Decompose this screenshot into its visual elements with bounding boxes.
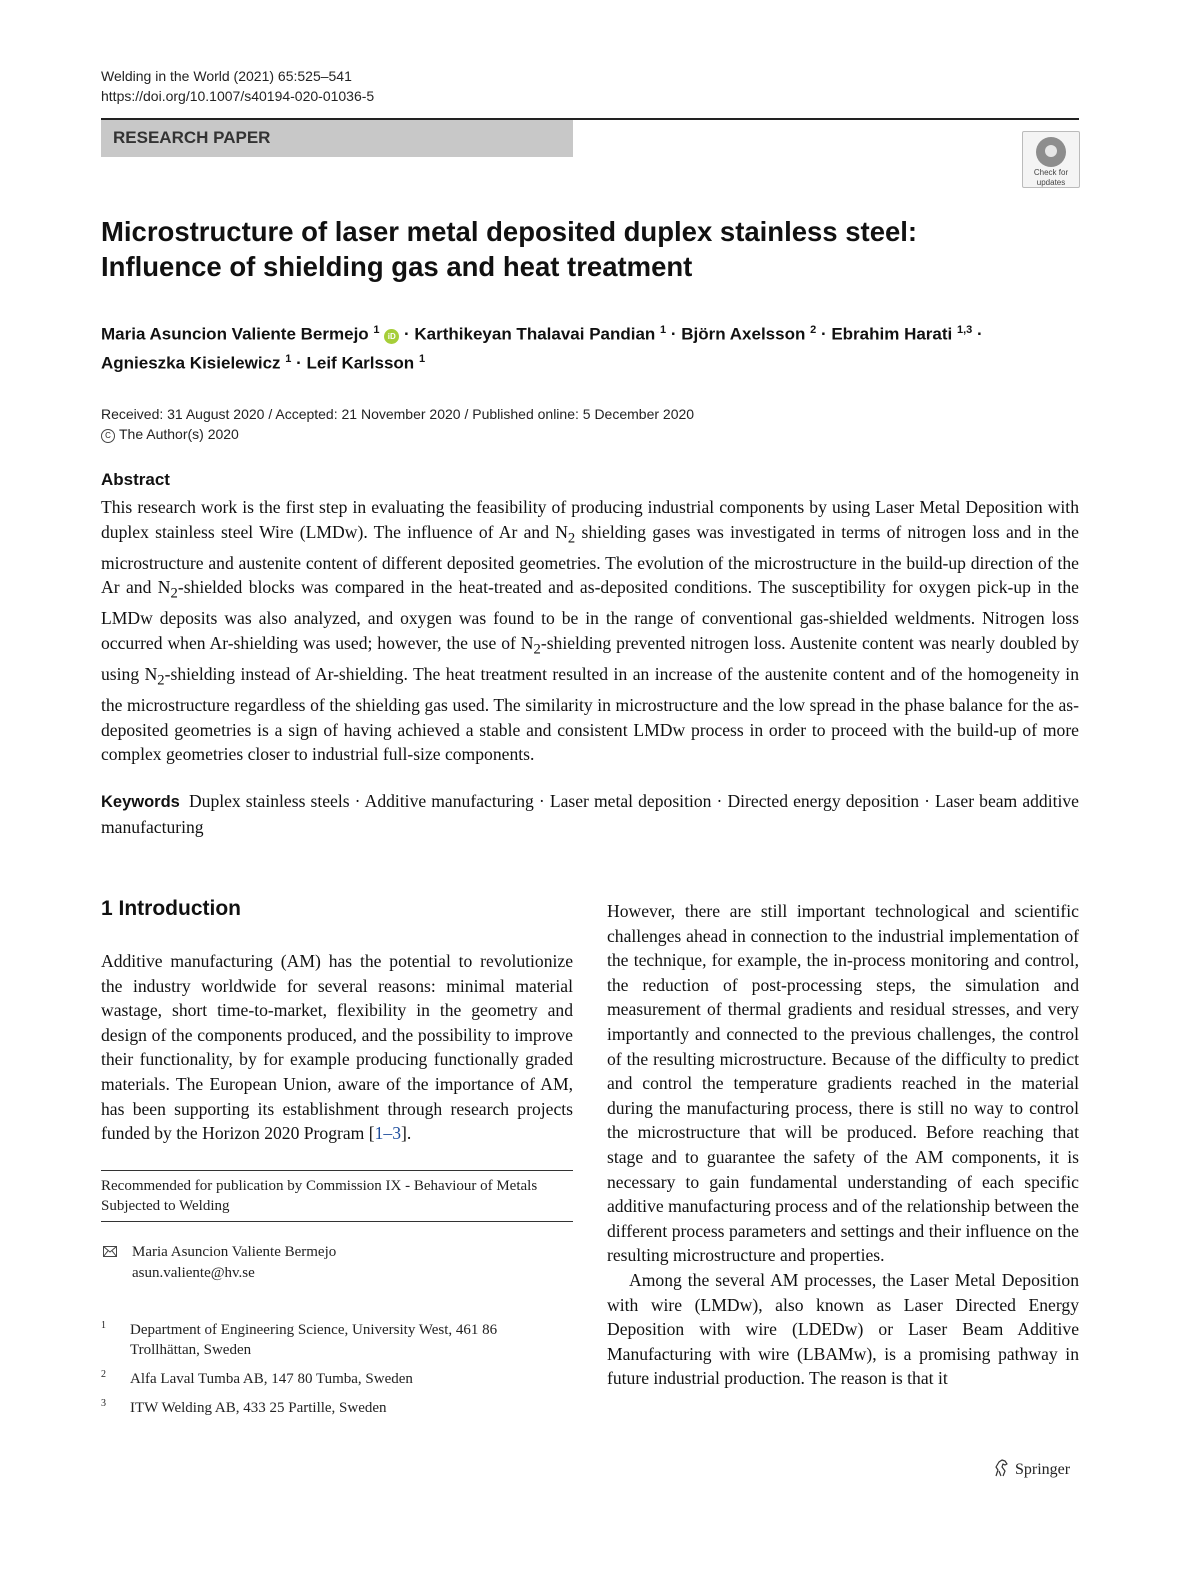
footnote-rule-top [101, 1170, 573, 1171]
subscript: 2 [567, 530, 576, 547]
abstract-heading: Abstract [101, 470, 170, 489]
abstract-part: -shielding prevented nitrogen loss. Austenite content was nearly doubled by using N [101, 633, 1079, 685]
author-affiliation: 2 [810, 324, 817, 336]
abstract-text [101, 495, 1079, 767]
author-affiliation: 1 [285, 352, 292, 365]
author-affiliation: 1 [373, 324, 380, 336]
affiliation-text: Alfa Laval Tumba AB, 147 80 Tumba, Sweden [130, 1371, 413, 1387]
footnote-rule-bottom [101, 1221, 573, 1222]
author-list: Maria Asuncion Valiente Bermejo $^1$ iD · Karthikeyan Thalavai Pandian $^1$ · Björn Axelsson $^2$ · Ebrahim Harati $^{1,3}$ · Agnieszka Kisielewicz $^1$ · Leif Karlsson $^1$ [101, 324, 983, 373]
copyright-text: The Author(s) 2020 [119, 426, 239, 442]
title-line-2: Influence of shielding gas and heat treatment [101, 251, 693, 282]
intro-text: Additive manufacturing (AM) has the potential to revolutionize the industry worldwide for several reasons: minimal material wastage, short time-to-market, flexibility in the geometry and design of the components produced, and the possibility to improve their functionality, by for example producing functionally graded materials. The European Union, aware of the importance of AM, has been supporting its establishment through research projects funded by the Horizon 2020 Program [ [101, 951, 573, 1144]
intro-text-end: ]. [401, 1123, 412, 1144]
citation-link[interactable]: 1–3 [374, 1123, 402, 1144]
keywords [101, 789, 1079, 839]
author-affiliation: 1 [660, 324, 667, 336]
copyright-icon: C [101, 429, 115, 443]
author-name[interactable]: Leif Karlsson [306, 353, 415, 373]
subscript: 2 [170, 585, 178, 602]
author-affiliation: 1 [418, 352, 426, 365]
subscript: 2 [157, 672, 165, 689]
publisher-footer [993, 1459, 1070, 1480]
journal-citation [101, 66, 374, 106]
intro-paragraph-1: However, there are still important technological and scientific challenges ahead in connection to the industrial implementation of the technique, for example, the in-process monitoring and control, the reduction of post-processing steps, the simulation and measurement of thermal gradients and residual stresses, and very importantly and connected to the previous challenges, the control of the resulting microstructure. Because of the difficulty to predict and control the temperature gradients reached in the material during the manufacturing process, there is still no way to control the microstructure that will be produced. Before reaching that stage and to guarantee the safety of the AM components, it is necessary to gain fundamental understanding of each specific additive manufacturing process and of the relationship between the different process parameters and settings and their influence on the resulting microstructure and properties. [607, 901, 1079, 1266]
introduction-right-column [607, 899, 1079, 1391]
affiliation-text: ITW Welding AB, 433 25 Partille, Sweden [130, 1400, 387, 1416]
check-for-updates-badge[interactable] [1022, 131, 1080, 188]
affiliation-text: Department of Engineering Science, University West, 461 86 Trollhättan, Sweden [130, 1322, 498, 1358]
abstract-part: shielding gases was investigated in terms of nitrogen loss and in the microstructure and austenite content of different deposited geometries. The evolution of the microstructure in the build-up direction of the Ar and N [101, 521, 1079, 598]
journal-name: Welding in the World (2021) 65:525–541 [101, 68, 352, 84]
introduction-left-paragraph [101, 949, 573, 1146]
corresponding-name: Maria Asuncion Valiente Bermejo [132, 1244, 337, 1260]
affiliation-number: 1 [101, 1320, 106, 1331]
section-label: RESEARCH PAPER [113, 128, 271, 147]
author-name[interactable]: Ebrahim Harati [831, 324, 953, 344]
section-heading-introduction: 1 Introduction [101, 897, 241, 920]
check-updates-icon [1036, 137, 1066, 167]
author-name[interactable]: Karthikeyan Thalavai Pandian [414, 324, 656, 344]
author-name[interactable]: Agnieszka Kisielewicz [101, 353, 281, 373]
badge-text-2: updates [1036, 178, 1066, 187]
author-name[interactable]: Maria Asuncion Valiente Bermejo [101, 324, 369, 344]
recommendation-note: Recommended for publication by Commission IX - Behaviour of Metals Subjected to Welding [101, 1178, 538, 1214]
publication-dates: Received: 31 August 2020 / Accepted: 21 November 2020 / Published online: 5 December 2020 [101, 406, 695, 422]
section-label-bar [101, 120, 573, 157]
author-name[interactable]: Björn Axelsson [681, 324, 806, 344]
title-line-1: Microstructure of laser metal deposited duplex stainless steel: [101, 216, 918, 247]
subscript: 2 [533, 641, 541, 658]
envelope-icon [103, 1246, 117, 1257]
affiliation-number: 2 [101, 1369, 106, 1380]
springer-horse-icon [993, 1459, 1009, 1477]
abstract-part: -shielded blocks was compared in the heat-treated and as-deposited conditions. The susceptibility for oxygen pick-up in the LMDw deposits was also analyzed, and oxygen was found to be in the range of conventional gas-shielded weldments. Nitrogen loss occurred when Ar-shielding was used; however, the use of N [101, 577, 1079, 653]
badge-text-1: Check for [1033, 168, 1069, 177]
corresponding-author [132, 1242, 336, 1284]
keywords-text: Duplex stainless steels · Additive manufacturing · Laser metal deposition · Directed energy deposition · Laser beam additive manufacturing [101, 791, 1079, 837]
keywords-label: Keywords [101, 793, 180, 811]
intro-paragraph-2: Among the several AM processes, the Laser Metal Deposition with wire (LMDw), also known as Laser Directed Energy Deposition with wire (LDEDw) or Laser Beam Additive Manufacturing with wire (LBAMw), is a promising pathway in future industrial production. The reason is that it [607, 1269, 1079, 1389]
corresponding-email[interactable]: asun.valiente@hv.se [132, 1265, 255, 1281]
doi-link[interactable]: https://doi.org/10.1007/s40194-020-01036-5 [101, 88, 375, 104]
paper-title [101, 214, 1081, 284]
copyright-line [101, 424, 239, 444]
orcid-icon[interactable]: iD [384, 329, 399, 344]
affiliation-number: 3 [101, 1398, 106, 1409]
publisher-name: Springer [1015, 1461, 1071, 1478]
author-affiliation: 1,3 [957, 324, 973, 336]
abstract-part: -shielding instead of Ar-shielding. The heat treatment resulted in an increase of the austenite content and of the homogeneity in the microstructure regardless of the shielding gas used. The similarity in microstructure and the low spread in the phase balance for the as-deposited geometries is a sign of having achieved a stable and consistent LMDw process in order to proceed with the build-up of more complex geometries closer to industrial full-size components. [101, 664, 1079, 765]
abstract-part: This research work is the first step in evaluating the feasibility of producing industrial components by using Laser Metal Deposition with duplex stainless steel Wire (LMDw). The influence of Ar and N [101, 497, 1079, 542]
